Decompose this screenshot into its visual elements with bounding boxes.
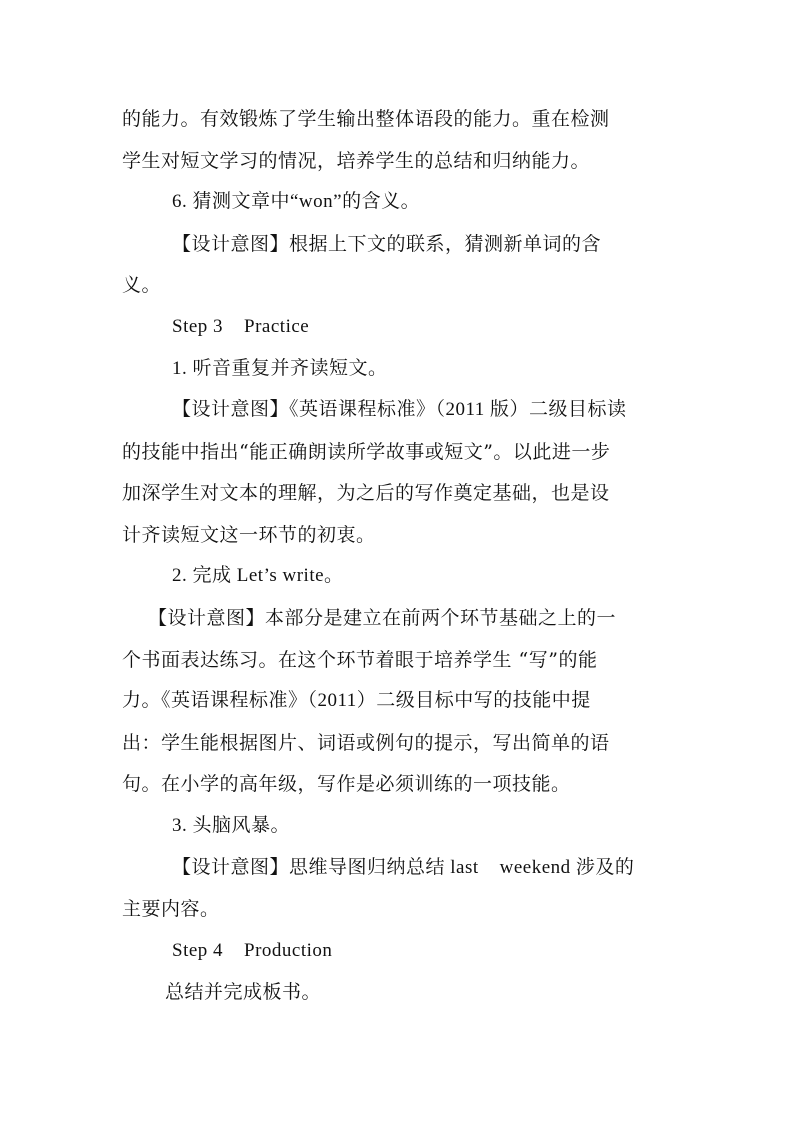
text-line-5: 义。 xyxy=(122,274,162,296)
text-line-7: 1. 听音重复并齐读短文。 xyxy=(172,358,388,379)
text-line-2: 学生对短文学习的情况，培养学生的总结和归纳能力。 xyxy=(122,150,591,172)
text-line-20: 主要内容。 xyxy=(122,898,220,920)
text-line-22: 总结并完成板书。 xyxy=(165,981,322,1003)
text-line-16: 出：学生能根据图片、词语或例句的提示，写出简单的语 xyxy=(122,732,610,754)
text-line-10: 加深学生对文本的理解，为之后的写作奠定基础，也是设 xyxy=(122,482,610,504)
text-line-4: 【设计意图】根据上下文的联系，猜测新单词的含 xyxy=(172,233,602,255)
text-line-14: 个书面表达练习。在这个环节着眼于培养学生 “写”的能 xyxy=(122,649,598,671)
text-line-8: 【设计意图】《英语课程标准》（2011 版）二级目标读 xyxy=(172,399,627,420)
step-3-heading: Step 3 Practice xyxy=(172,316,310,337)
text-line-11: 计齐读短文这一环节的初衷。 xyxy=(122,524,376,546)
step-4-heading: Step 4 Production xyxy=(172,940,333,961)
text-line-1: 的能力。有效锻炼了学生输出整体语段的能力。重在检测 xyxy=(122,108,610,130)
text-line-12: 2. 完成 Let’s write。 xyxy=(172,565,344,586)
text-line-15: 力。《英语课程标准》（2011）二级目标中写的技能中提 xyxy=(122,690,591,711)
text-line-3: 6. 猜测文章中“won”的含义。 xyxy=(172,191,421,212)
text-line-9: 的技能中指出“能正确朗读所学故事或短文”。以此进一步 xyxy=(122,441,611,463)
text-line-18: 3. 头脑风暴。 xyxy=(172,815,291,836)
text-line-17: 句。在小学的高年级，写作是必须训练的一项技能。 xyxy=(122,773,571,795)
text-line-19: 【设计意图】思维导图归纳总结 last weekend 涉及的 xyxy=(172,857,635,878)
text-line-13: 【设计意图】本部分是建立在前两个环节基础之上的一 xyxy=(148,607,617,629)
